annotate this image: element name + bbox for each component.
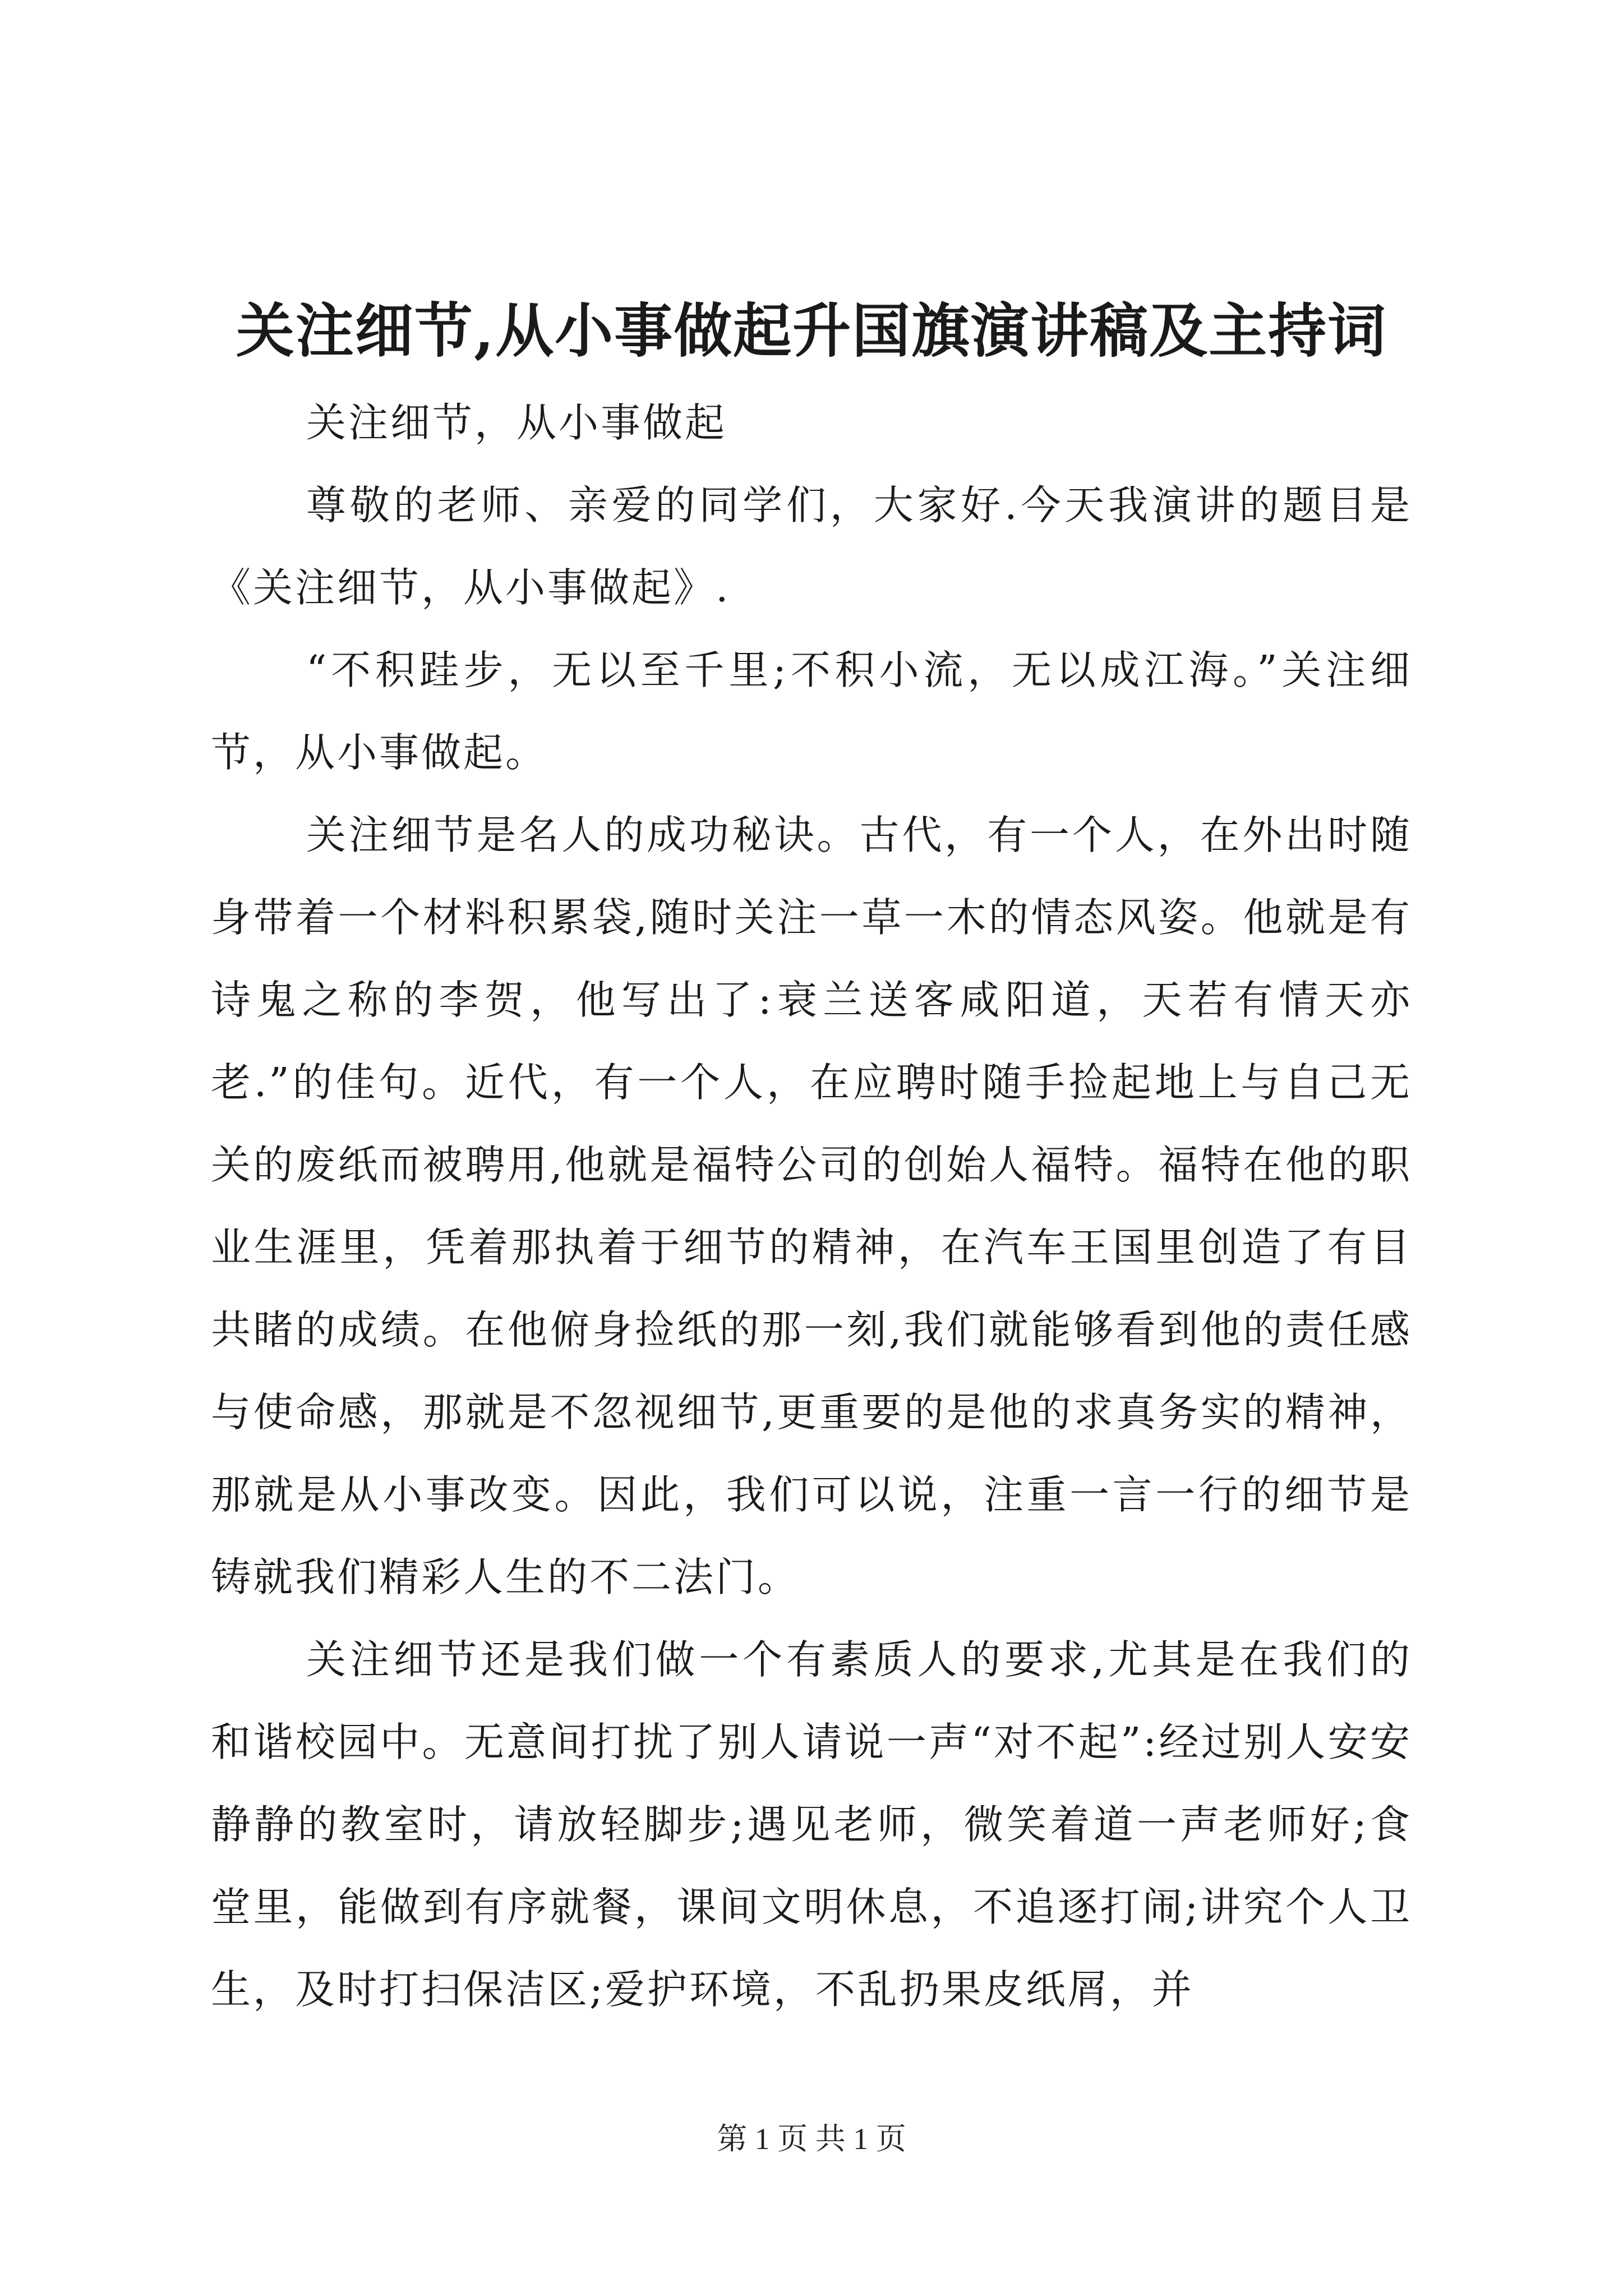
paragraph-examples: 关注细节是名人的成功秘诀。古代，有一个人，在外出时随身带着一个材料积累袋,随时关注一草一木的情态风姿。他就是有诗鬼之称的李贺，他写出了:衰兰送客咸阳道，天若有情天亦老.”的佳句。近代，有一个人，在应聘时随手捡起地上与自己无关的废纸而被聘用,他就是福特公司的创始人福特。福特在他的职业生涯里，凭着那执着于细节的精神，在汽车王国里创造了有目共睹的成绩。在他俯身捡纸的那一刻,我们就能够看到他的责任感与使命感，那就是不忽视细节,更重要的是他的求真务实的精神，那就是从小事改变。因此，我们可以说，注重一言一行的细节是铸就我们精彩人生的不二法门。 — [211, 812, 1412, 1600]
document-body — [211, 381, 1412, 2031]
paragraph-campus: 关注细节还是我们做一个有素质人的要求,尤其是在我们的和谐校园中。无意间打扰了别人请说一声“对不起”:经过别人安安静静的教室时，请放轻脚步;遇见老师，微笑着道一声老师好;食堂里，能做到有序就餐，课间文明休息，不追逐打闹;讲究个人卫生，及时打扫保洁区;爱护环境，不乱扔果皮纸屑，并 — [211, 1636, 1412, 2013]
speech-subtitle: 关注细节，从小事做起 — [306, 399, 727, 446]
document-title: 关注细节,从小事做起升国旗演讲稿及主持词 — [236, 296, 1387, 365]
page-number-footer: 第 1 页 共 1 页 — [717, 2122, 906, 2156]
paragraph-quote: “不积跬步，无以至千里;不积小流，无以成江海。”关注细节，从小事做起。 — [211, 647, 1412, 776]
paragraph-greeting: 尊敬的老师、亲爱的同学们，大家好.今天我演讲的题目是《关注细节，从小事做起》. — [211, 482, 1412, 611]
